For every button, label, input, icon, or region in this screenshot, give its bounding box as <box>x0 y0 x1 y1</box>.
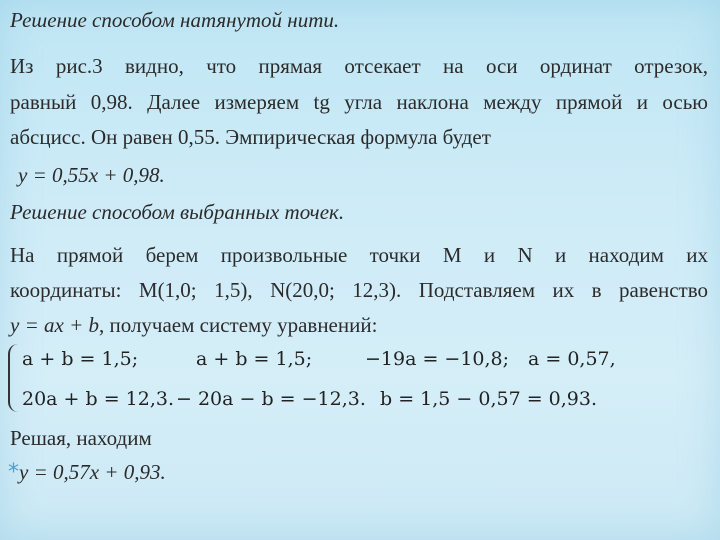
system-brace <box>8 344 22 412</box>
heading-stretched-thread: Решение способом натянутой нити. <box>10 8 340 32</box>
linear-equation: y = ax + b <box>10 313 99 337</box>
paragraph-1-line-3: абсцисс. Он равен 0,55. Эмпирическая формула будет <box>10 125 491 149</box>
paragraph-2-line-2: координаты: M(1,0; 1,5), N(20,0; 12,3). Подставляем их в равенство <box>10 278 708 302</box>
system-row1-eq2: a + b = 1,5; <box>196 348 313 370</box>
final-formula-line <box>8 460 166 485</box>
system-row2-eq3: b = 1,5 − 0,57 = 0,93. <box>380 388 598 410</box>
asterisk-bullet-icon: * <box>8 460 19 485</box>
system-row1-eq3: −19a = −10,8; <box>365 348 510 370</box>
result-label: Решая, находим <box>10 426 152 450</box>
system-row1-eq1: a + b = 1,5; <box>22 348 139 370</box>
formula-thread-result: y = 0,55x + 0,98. <box>18 163 165 187</box>
system-row2-eq1: 20a + b = 12,3. <box>22 388 175 410</box>
system-row2-eq2: − 20a − b = −12,3. <box>176 388 366 410</box>
paragraph-2-line-3 <box>10 313 377 338</box>
paragraph-2-line-3-rest: , получаем систему уравнений: <box>98 313 378 337</box>
system-row1-eq4: a = 0,57, <box>528 348 616 370</box>
heading-selected-points: Решение способом выбранных точек. <box>10 200 345 224</box>
paragraph-1-line-1: Из рис.3 видно, что прямая отсекает на оси ординат отрезок, <box>10 54 708 78</box>
paragraph-2-line-1: На прямой берем произвольные точки M и N и находим их <box>10 243 708 267</box>
final-formula: y = 0,57x + 0,93. <box>19 460 166 484</box>
paragraph-1-line-2: равный 0,98. Далее измеряем tg угла наклона между прямой и осью <box>10 90 708 114</box>
